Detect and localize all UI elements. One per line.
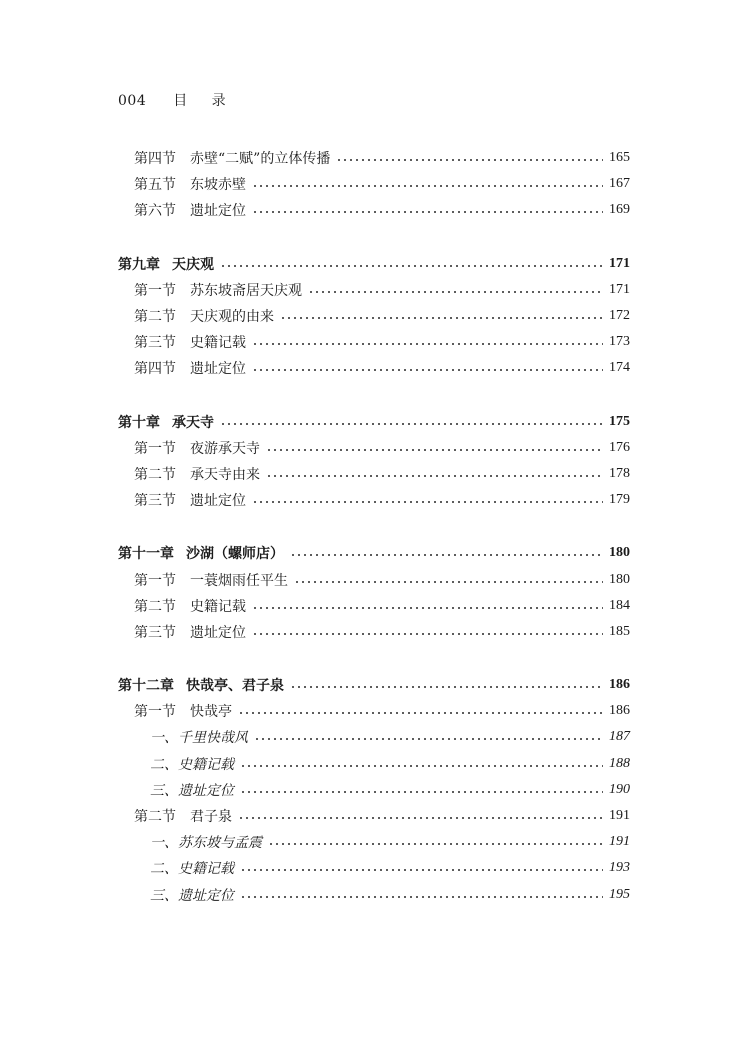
toc-entry-label: 第四节 [134,151,176,168]
toc-entry-label: 第十一章 [118,546,174,563]
toc-entry-label: 第一节 [134,440,176,457]
toc-entry-page-number: 188 [609,755,630,771]
toc-section-entry[interactable] [118,566,630,592]
toc-entry-page-number: 167 [609,176,630,192]
toc-entry-title: 赤壁“二赋”的立体传播 [190,151,331,168]
dot-leader [254,738,603,740]
dot-leader [252,343,603,345]
toc-entry-page-number: 190 [609,781,630,797]
toc-entry-title: 沙湖（螺师店） [186,546,284,563]
toc-entry-title: 二、史籍记载 [150,756,234,773]
toc-subsection-entry[interactable] [118,882,630,908]
toc-entry-page-number: 165 [609,150,630,166]
dot-leader [252,211,603,213]
toc-section-entry[interactable] [118,277,630,303]
dot-leader [252,607,603,609]
toc-chapter-entry[interactable] [118,251,630,277]
toc-entry-page-number: 171 [609,281,630,297]
toc-entry-title: 东坡赤壁 [190,177,246,194]
toc-entry-title: 史籍记载 [190,598,246,615]
toc-entry-title: 二、史籍记载 [150,861,234,878]
toc-entry-label: 第一节 [134,704,176,721]
toc-entry-label: 第九章 [118,256,160,273]
dot-leader [252,501,603,503]
dot-leader [252,185,603,187]
toc-section-entry[interactable] [118,619,630,645]
toc-entry-page-number: 184 [609,597,630,613]
table-of-contents [118,145,630,908]
toc-entry-page-number: 180 [609,545,630,561]
toc-chapter-entry[interactable] [118,672,630,698]
toc-subsection-entry[interactable] [118,829,630,855]
toc-entry-title: 一、苏东坡与孟震 [150,835,262,852]
dot-leader [268,843,603,845]
toc-entry-page-number: 187 [609,729,630,745]
toc-entry-title: 三、遗址定位 [150,782,234,799]
toc-subsection-entry[interactable] [118,751,630,777]
dot-leader [238,817,603,819]
toc-section-entry[interactable] [118,803,630,829]
toc-entry-page-number: 172 [609,308,630,324]
toc-entry-label: 第二节 [134,809,176,826]
chapter-spacer [118,513,630,540]
running-header [118,90,236,110]
chapter-spacer [118,645,630,672]
toc-entry-label: 第二节 [134,598,176,615]
header-page-number: 004 [118,93,147,109]
toc-entry-title: 天庆观 [172,256,214,273]
dot-leader [280,317,603,319]
header-title: 目 录 [173,93,236,109]
toc-subsection-entry[interactable] [118,855,630,881]
toc-entry-page-number: 178 [609,465,630,481]
toc-entry-title: 一蓑烟雨任平生 [190,572,288,589]
toc-entry-page-number: 173 [609,334,630,350]
toc-entry-label: 第三节 [134,335,176,352]
toc-section-entry[interactable] [118,303,630,329]
toc-section-entry[interactable] [118,355,630,381]
dot-leader [308,291,603,293]
toc-entry-title: 天庆观的由来 [190,309,274,326]
chapter-spacer [118,224,630,251]
toc-section-entry[interactable] [118,435,630,461]
toc-entry-page-number: 176 [609,439,630,455]
toc-entry-title: 史籍记载 [190,335,246,352]
toc-subsection-entry[interactable] [118,777,630,803]
toc-entry-page-number: 169 [609,202,630,218]
dot-leader [240,765,603,767]
toc-entry-page-number: 191 [609,834,630,850]
dot-leader [240,791,603,793]
dot-leader [240,869,603,871]
toc-entry-page-number: 180 [609,571,630,587]
toc-entry-title: 承天寺由来 [190,466,260,483]
toc-entry-page-number: 179 [609,492,630,508]
toc-entry-page-number: 175 [609,413,630,429]
toc-entry-label: 第一节 [134,572,176,589]
toc-entry-label: 第四节 [134,361,176,378]
toc-entry-label: 第一节 [134,282,176,299]
toc-section-entry[interactable] [118,698,630,724]
dot-leader [220,423,603,425]
dot-leader [240,896,603,898]
toc-section-entry[interactable] [118,487,630,513]
chapter-spacer [118,382,630,409]
toc-entry-page-number: 193 [609,860,630,876]
toc-section-entry[interactable] [118,171,630,197]
toc-entry-title: 承天寺 [172,414,214,431]
toc-entry-label: 第二节 [134,466,176,483]
toc-entry-label: 第六节 [134,203,176,220]
toc-chapter-entry[interactable] [118,409,630,435]
toc-chapter-entry[interactable] [118,540,630,566]
dot-leader [252,369,603,371]
toc-entry-label: 第五节 [134,177,176,194]
toc-entry-label: 第三节 [134,624,176,641]
toc-entry-title: 君子泉 [190,809,232,826]
toc-section-entry[interactable] [118,145,630,171]
toc-section-entry[interactable] [118,197,630,223]
dot-leader [290,686,603,688]
toc-entry-label: 第十章 [118,414,160,431]
toc-section-entry[interactable] [118,329,630,355]
dot-leader [336,159,603,161]
toc-entry-title: 三、遗址定位 [150,887,234,904]
toc-subsection-entry[interactable] [118,724,630,750]
toc-entry-page-number: 186 [609,703,630,719]
toc-entry-page-number: 171 [609,255,630,271]
toc-entry-title: 一、千里快哉风 [150,730,248,747]
toc-entry-title: 快哉亭 [190,704,232,721]
toc-entry-page-number: 185 [609,623,630,639]
dot-leader [266,449,603,451]
toc-entry-label: 第十二章 [118,678,174,695]
toc-entry-title: 遗址定位 [190,361,246,378]
toc-entry-page-number: 186 [609,677,630,693]
toc-entry-page-number: 195 [609,886,630,902]
dot-leader [220,265,603,267]
toc-entry-label: 第二节 [134,309,176,326]
toc-entry-title: 遗址定位 [190,493,246,510]
toc-entry-title: 遗址定位 [190,203,246,220]
toc-section-entry[interactable] [118,593,630,619]
toc-entry-page-number: 191 [609,808,630,824]
toc-entry-title: 快哉亭、君子泉 [186,678,284,695]
dot-leader [290,554,603,556]
toc-entry-page-number: 174 [609,360,630,376]
dot-leader [266,475,603,477]
toc-entry-title: 夜游承天寺 [190,440,260,457]
dot-leader [238,712,603,714]
toc-entry-title: 苏东坡斋居天庆观 [190,282,302,299]
toc-section-entry[interactable] [118,461,630,487]
toc-entry-label: 第三节 [134,493,176,510]
dot-leader [252,633,603,635]
dot-leader [294,581,603,583]
toc-entry-title: 遗址定位 [190,624,246,641]
